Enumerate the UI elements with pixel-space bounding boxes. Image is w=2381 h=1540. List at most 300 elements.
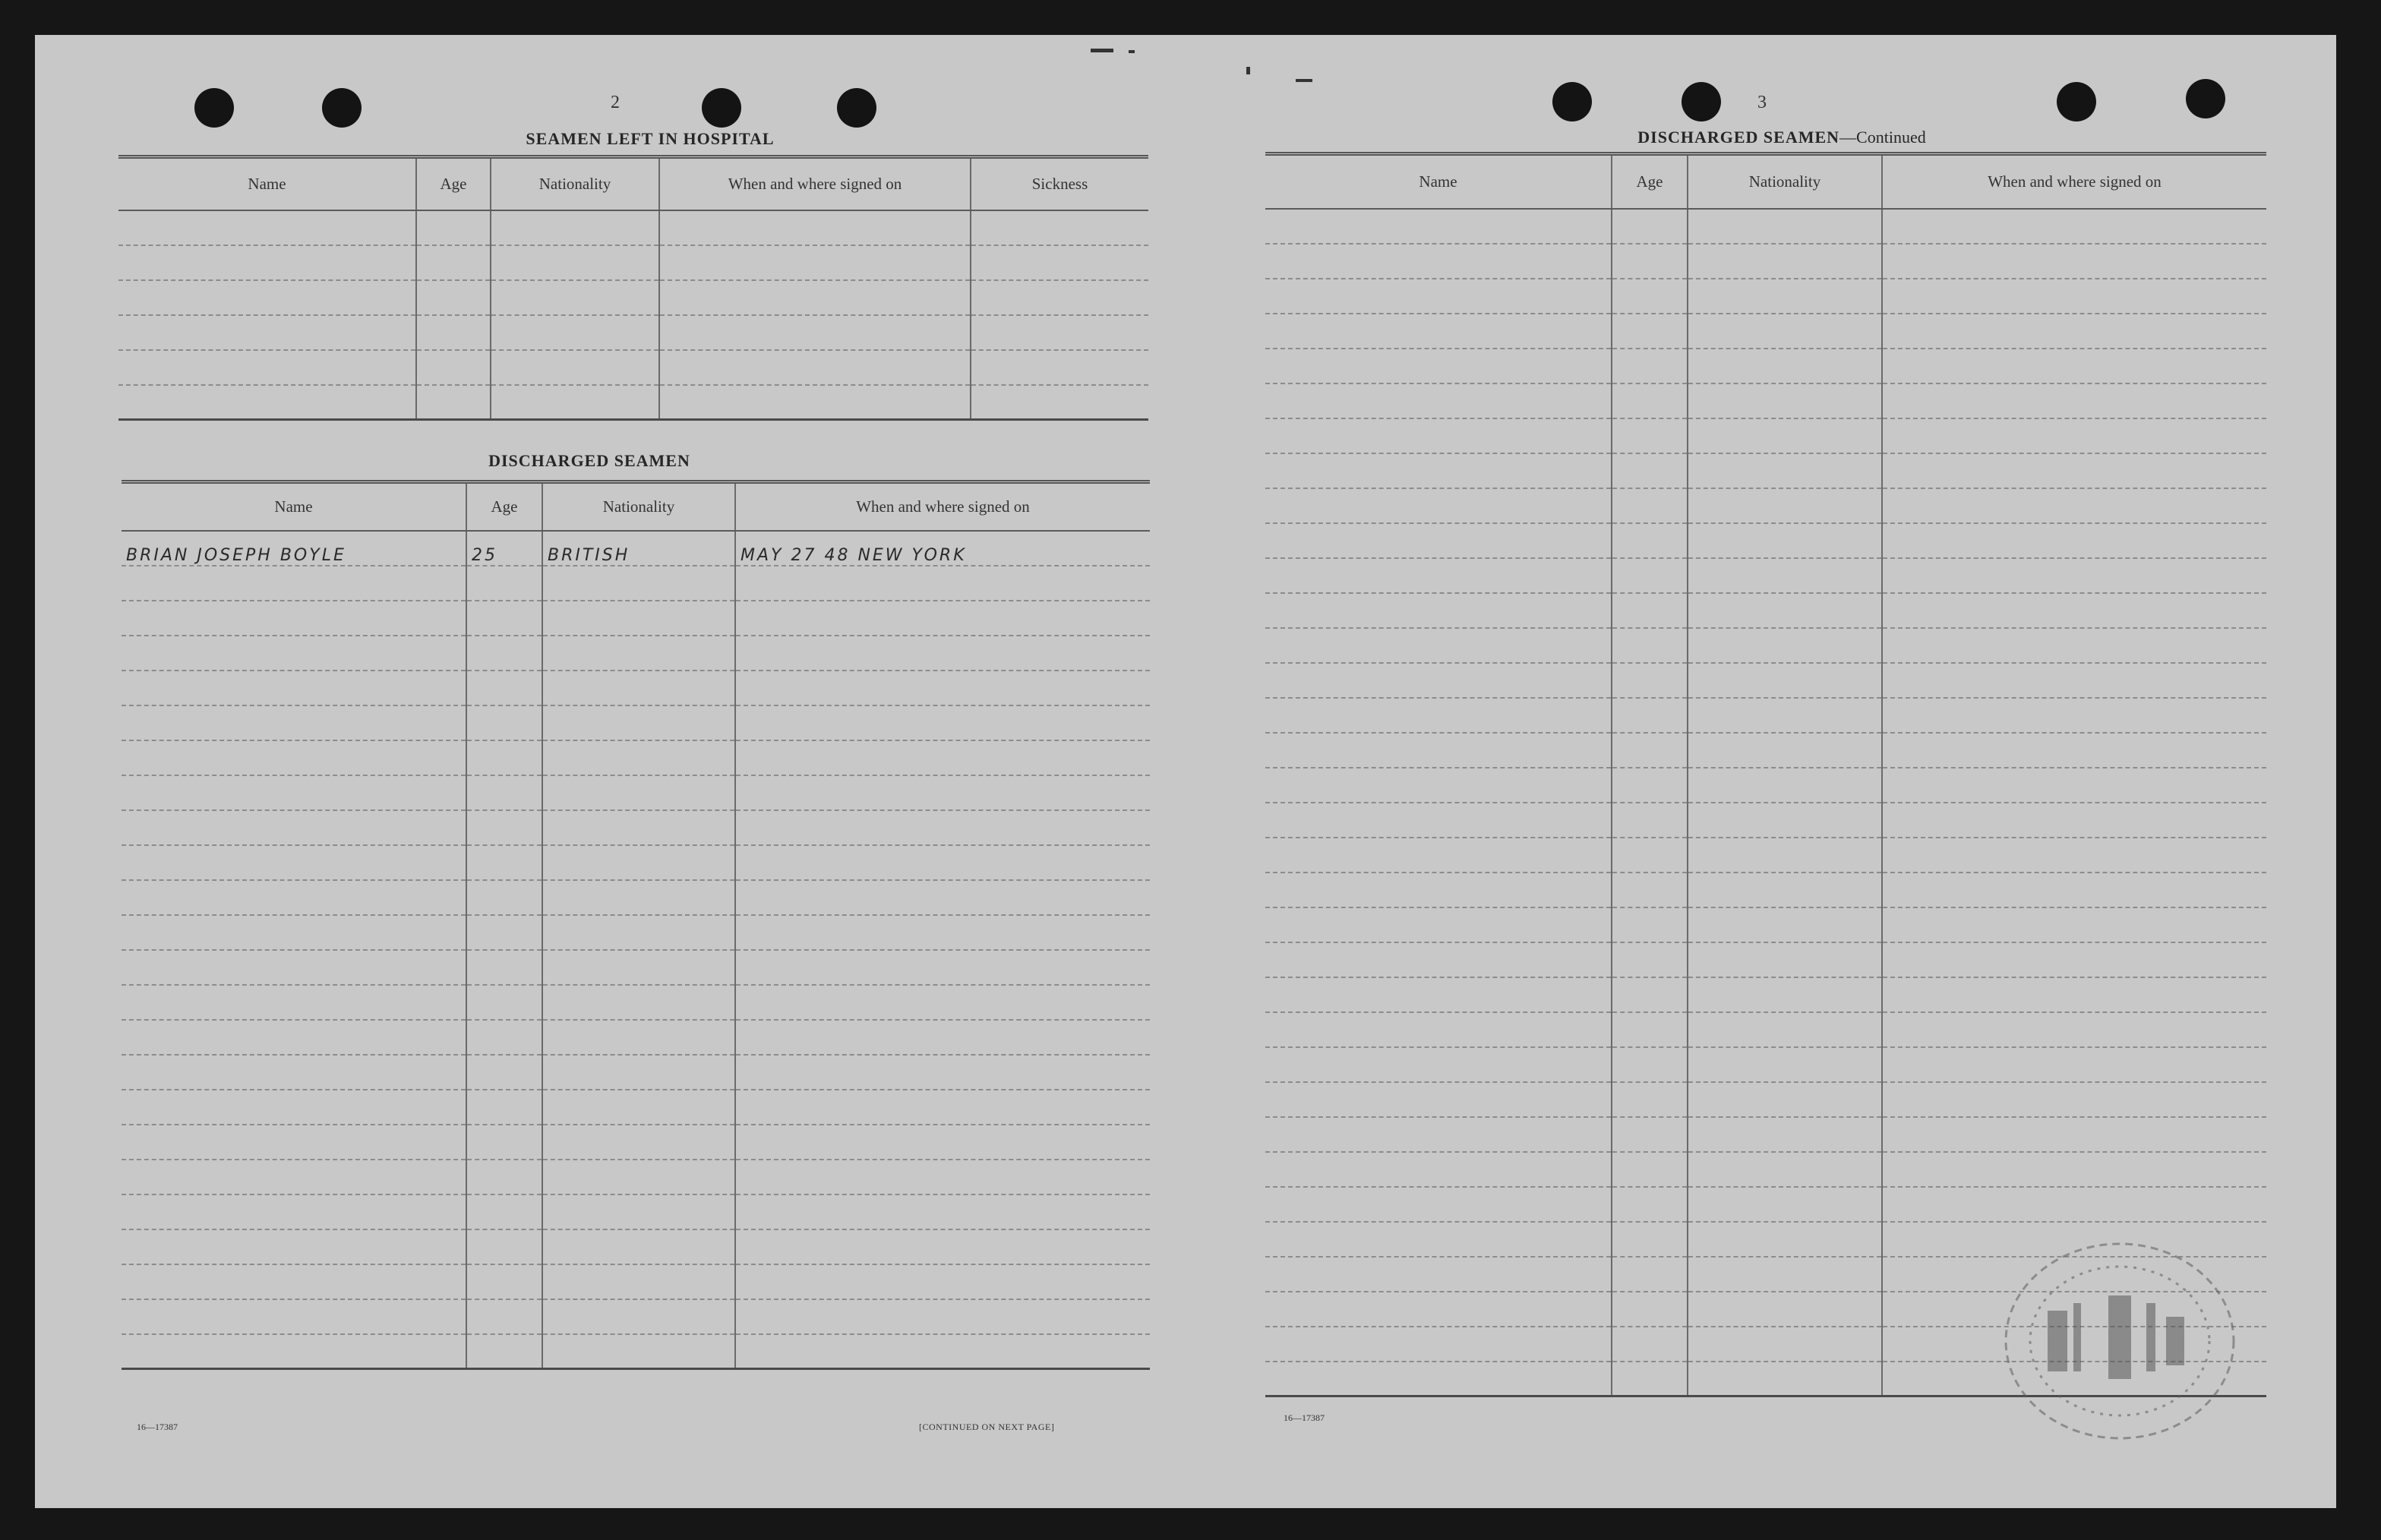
discharged-table <box>122 480 1150 1370</box>
table-cell <box>735 1090 1150 1125</box>
table-cell <box>1688 803 1882 838</box>
table-cell <box>1265 1292 1612 1327</box>
table-cell <box>1265 314 1612 349</box>
table-cell <box>466 601 542 636</box>
table-row <box>122 1334 1150 1369</box>
table-cell <box>118 280 416 315</box>
table-cell <box>1688 1327 1882 1362</box>
page-number-left: 2 <box>611 93 620 112</box>
table-row <box>1265 453 2266 488</box>
table-cell <box>542 1334 735 1369</box>
table-cell <box>542 1194 735 1229</box>
table-cell <box>1612 418 1688 453</box>
table-row <box>118 350 1148 385</box>
table-cell <box>466 1229 542 1264</box>
table-cell <box>1612 1222 1688 1257</box>
table-cell <box>466 1020 542 1055</box>
table-cell <box>735 880 1150 915</box>
table-row <box>122 1055 1150 1090</box>
table-cell <box>416 280 491 315</box>
form-number-left: 16—17387 <box>137 1422 178 1432</box>
table-row <box>122 1125 1150 1160</box>
table-cell <box>1265 1152 1612 1187</box>
table-cell <box>1688 873 1882 907</box>
table-cell <box>735 1160 1150 1194</box>
table-cell <box>466 810 542 845</box>
table-cell <box>1265 873 1612 907</box>
table-cell <box>1882 523 2266 558</box>
discharged-continued-title-suffix: —Continued <box>1839 128 1926 147</box>
table-row <box>1265 523 2266 558</box>
table-cell <box>542 1090 735 1125</box>
table-cell <box>1612 209 1688 244</box>
table-cell <box>659 350 971 385</box>
table-cell <box>122 1055 466 1090</box>
table-cell <box>1612 1257 1688 1292</box>
table-cell <box>1688 279 1882 314</box>
table-cell <box>1688 1187 1882 1222</box>
table-cell <box>1688 942 1882 977</box>
table-cell <box>735 1229 1150 1264</box>
table-cell <box>542 915 735 950</box>
table-row <box>118 385 1148 420</box>
discharged-column-header: When and where signed on <box>735 482 1150 531</box>
continued-column-header: Name <box>1265 154 1612 209</box>
table-cell <box>1688 453 1882 488</box>
table-cell <box>542 1020 735 1055</box>
table-cell: 25 <box>466 531 542 566</box>
document-sheet <box>35 35 2336 1508</box>
table-cell <box>1612 1117 1688 1152</box>
binder-hole <box>1682 82 1721 121</box>
discharged-column-header: Age <box>466 482 542 531</box>
discharged-continued-table <box>1265 152 2266 1397</box>
hospital-section-title: SEAMEN LEFT IN HOSPITAL <box>526 129 775 148</box>
table-cell <box>1688 349 1882 383</box>
table-cell <box>466 880 542 915</box>
table-cell <box>1882 1012 2266 1047</box>
table-row <box>1265 663 2266 698</box>
table-cell <box>971 315 1148 350</box>
table-cell <box>542 566 735 601</box>
table-row <box>1265 279 2266 314</box>
table-cell <box>542 1160 735 1194</box>
table-row <box>1265 628 2266 663</box>
table-row <box>122 1090 1150 1125</box>
table-row <box>1265 942 2266 977</box>
table-cell <box>1265 977 1612 1012</box>
table-cell <box>1612 768 1688 803</box>
table-cell <box>122 915 466 950</box>
table-row <box>1265 698 2266 733</box>
table-cell <box>1688 663 1882 698</box>
hospital-table <box>118 155 1148 421</box>
table-cell <box>466 671 542 705</box>
table-cell <box>1265 209 1612 244</box>
hospital-column-header: Name <box>118 157 416 210</box>
table-cell <box>542 1055 735 1090</box>
table-cell <box>491 315 659 350</box>
scan-speck <box>1129 50 1135 53</box>
table-cell <box>735 705 1150 740</box>
table-cell <box>1688 244 1882 279</box>
table-cell <box>971 350 1148 385</box>
table-cell <box>1612 1362 1688 1396</box>
table-cell <box>542 775 735 810</box>
table-cell <box>1612 349 1688 383</box>
table-cell <box>491 385 659 420</box>
table-row <box>1265 1012 2266 1047</box>
table-cell <box>1882 383 2266 418</box>
table-cell <box>1882 314 2266 349</box>
table-cell <box>1265 1362 1612 1396</box>
table-cell <box>118 315 416 350</box>
table-cell <box>1265 349 1612 383</box>
table-cell <box>1612 1292 1688 1327</box>
table-cell <box>1882 453 2266 488</box>
table-cell <box>122 671 466 705</box>
table-cell <box>491 280 659 315</box>
table-cell <box>735 740 1150 775</box>
table-row <box>122 985 1150 1020</box>
table-cell <box>122 636 466 671</box>
table-cell <box>1882 1082 2266 1117</box>
table-row <box>118 245 1148 280</box>
table-row <box>1265 314 2266 349</box>
table-cell <box>122 1125 466 1160</box>
table-cell <box>735 671 1150 705</box>
table-row <box>122 880 1150 915</box>
table-cell <box>1882 733 2266 768</box>
table-row <box>122 740 1150 775</box>
table-cell <box>1612 453 1688 488</box>
table-cell <box>542 950 735 985</box>
table-cell <box>659 245 971 280</box>
faded-stamp-seal <box>1994 1227 2245 1447</box>
table-cell <box>1882 349 2266 383</box>
table-cell <box>1688 488 1882 523</box>
table-cell <box>1688 558 1882 593</box>
table-row <box>122 531 1150 566</box>
table-cell <box>416 350 491 385</box>
hospital-header-row <box>118 157 1148 210</box>
table-cell <box>735 810 1150 845</box>
table-cell <box>1612 523 1688 558</box>
table-cell <box>1265 1012 1612 1047</box>
table-cell <box>122 1090 466 1125</box>
table-cell <box>122 880 466 915</box>
table-row <box>122 1194 1150 1229</box>
table-cell <box>118 350 416 385</box>
table-cell <box>1882 558 2266 593</box>
table-row <box>1265 383 2266 418</box>
table-cell <box>1882 942 2266 977</box>
table-row <box>122 1264 1150 1299</box>
table-cell <box>542 740 735 775</box>
table-cell <box>1612 1082 1688 1117</box>
table-cell <box>542 1264 735 1299</box>
table-cell <box>122 1194 466 1229</box>
table-cell <box>1882 488 2266 523</box>
table-cell <box>118 245 416 280</box>
table-cell <box>1265 1222 1612 1257</box>
table-row <box>122 810 1150 845</box>
table-cell <box>1612 1047 1688 1082</box>
table-cell <box>1688 628 1882 663</box>
table-cell <box>542 601 735 636</box>
table-row <box>1265 768 2266 803</box>
table-cell <box>1612 244 1688 279</box>
table-row <box>122 1299 1150 1334</box>
table-cell <box>1265 279 1612 314</box>
table-cell <box>659 280 971 315</box>
table-cell <box>1688 383 1882 418</box>
table-row <box>122 601 1150 636</box>
table-cell <box>1882 1117 2266 1152</box>
table-cell <box>1265 698 1612 733</box>
table-row <box>122 950 1150 985</box>
table-cell: MAY 27 48 NEW YORK <box>735 531 1150 566</box>
hospital-column-header: When and where signed on <box>659 157 971 210</box>
table-cell <box>416 210 491 245</box>
table-cell <box>1882 279 2266 314</box>
table-cell <box>1612 1152 1688 1187</box>
table-cell <box>1882 768 2266 803</box>
table-row <box>1265 418 2266 453</box>
table-cell <box>735 950 1150 985</box>
page-number-right: 3 <box>1757 93 1767 112</box>
table-cell <box>1265 628 1612 663</box>
table-row <box>1265 907 2266 942</box>
table-row <box>122 1229 1150 1264</box>
table-row <box>1265 558 2266 593</box>
table-row <box>1265 803 2266 838</box>
table-cell <box>1265 1082 1612 1117</box>
table-row <box>122 671 1150 705</box>
table-cell <box>1688 1047 1882 1082</box>
table-cell <box>122 1264 466 1299</box>
table-cell <box>122 601 466 636</box>
table-cell <box>122 845 466 880</box>
table-cell <box>735 601 1150 636</box>
table-cell <box>735 1334 1150 1369</box>
table-cell <box>1612 977 1688 1012</box>
hospital-column-header: Sickness <box>971 157 1148 210</box>
table-cell <box>735 1020 1150 1055</box>
table-cell <box>1265 558 1612 593</box>
table-cell <box>122 1020 466 1055</box>
table-cell <box>1265 663 1612 698</box>
scan-speck <box>1246 67 1250 74</box>
table-row <box>122 1020 1150 1055</box>
table-cell <box>491 210 659 245</box>
table-cell <box>1688 698 1882 733</box>
table-cell <box>735 1299 1150 1334</box>
binder-hole <box>702 88 741 128</box>
table-cell <box>1688 1362 1882 1396</box>
table-cell: BRIAN JOSEPH BOYLE <box>122 531 466 566</box>
table-cell <box>1688 1222 1882 1257</box>
table-cell <box>466 1264 542 1299</box>
table-cell <box>1688 1257 1882 1292</box>
discharged-column-header: Name <box>122 482 466 531</box>
table-cell <box>122 740 466 775</box>
table-cell <box>1612 838 1688 873</box>
table-row <box>1265 488 2266 523</box>
table-cell <box>1882 593 2266 628</box>
table-cell <box>1612 314 1688 349</box>
table-cell <box>1688 209 1882 244</box>
table-cell <box>466 1194 542 1229</box>
table-cell <box>122 950 466 985</box>
table-cell <box>466 985 542 1020</box>
table-cell <box>1265 803 1612 838</box>
table-cell <box>1265 453 1612 488</box>
continued-column-header: When and where signed on <box>1882 154 2266 209</box>
table-cell <box>1612 1187 1688 1222</box>
table-cell <box>1265 838 1612 873</box>
table-cell <box>1882 1187 2266 1222</box>
table-cell <box>659 315 971 350</box>
table-cell <box>466 1299 542 1334</box>
table-cell <box>659 385 971 420</box>
table-row <box>1265 244 2266 279</box>
table-cell <box>122 1299 466 1334</box>
table-cell <box>122 705 466 740</box>
table-cell <box>1688 314 1882 349</box>
table-row <box>1265 1047 2266 1082</box>
table-cell <box>466 1334 542 1369</box>
discharged-header-row <box>122 482 1150 531</box>
table-cell <box>1612 279 1688 314</box>
table-cell <box>1688 1012 1882 1047</box>
table-cell <box>1612 628 1688 663</box>
scan-speck <box>1091 49 1113 52</box>
table-cell <box>735 845 1150 880</box>
table-cell <box>466 950 542 985</box>
table-cell <box>118 385 416 420</box>
table-cell <box>1882 977 2266 1012</box>
table-cell <box>122 1334 466 1369</box>
table-cell <box>122 775 466 810</box>
table-cell <box>971 385 1148 420</box>
table-cell <box>1265 907 1612 942</box>
table-row <box>122 705 1150 740</box>
hospital-column-header: Nationality <box>491 157 659 210</box>
table-row <box>122 566 1150 601</box>
table-cell <box>735 915 1150 950</box>
table-cell <box>1688 1292 1882 1327</box>
table-cell <box>1882 628 2266 663</box>
table-row <box>1265 838 2266 873</box>
table-row <box>1265 1187 2266 1222</box>
table-cell <box>542 985 735 1020</box>
table-cell <box>466 915 542 950</box>
table-cell <box>1882 698 2266 733</box>
table-cell <box>1882 1047 2266 1082</box>
table-cell <box>1612 733 1688 768</box>
table-cell <box>1265 1047 1612 1082</box>
table-row <box>118 210 1148 245</box>
table-cell <box>1265 1117 1612 1152</box>
table-cell <box>1612 1327 1688 1362</box>
table-cell <box>1265 733 1612 768</box>
table-cell <box>1612 907 1688 942</box>
table-cell <box>1612 488 1688 523</box>
table-cell <box>1612 383 1688 418</box>
table-cell <box>466 740 542 775</box>
table-cell <box>735 1125 1150 1160</box>
table-cell <box>466 1125 542 1160</box>
table-cell <box>1612 663 1688 698</box>
table-cell <box>1612 803 1688 838</box>
table-cell <box>122 810 466 845</box>
table-cell <box>1265 942 1612 977</box>
table-cell <box>1265 488 1612 523</box>
table-cell <box>1612 942 1688 977</box>
binder-hole <box>322 88 362 128</box>
table-cell: BRITISH <box>542 531 735 566</box>
table-cell <box>1612 873 1688 907</box>
table-row <box>1265 873 2266 907</box>
form-number-right: 16—17387 <box>1284 1412 1325 1423</box>
table-cell <box>735 566 1150 601</box>
table-cell <box>1882 209 2266 244</box>
scan-speck <box>1296 79 1312 82</box>
table-cell <box>491 350 659 385</box>
table-cell <box>1265 418 1612 453</box>
table-cell <box>1688 1117 1882 1152</box>
table-cell <box>735 775 1150 810</box>
table-cell <box>542 1229 735 1264</box>
table-cell <box>1265 383 1612 418</box>
table-cell <box>735 985 1150 1020</box>
continued-column-header: Nationality <box>1688 154 1882 209</box>
discharged-continued-title <box>1516 128 2048 147</box>
discharged-column-header: Nationality <box>542 482 735 531</box>
table-row <box>1265 209 2266 244</box>
table-cell <box>466 1055 542 1090</box>
table-cell <box>1265 593 1612 628</box>
table-cell <box>735 1055 1150 1090</box>
table-cell <box>1688 523 1882 558</box>
table-cell <box>542 810 735 845</box>
table-row <box>1265 733 2266 768</box>
discharged-section-title: DISCHARGED SEAMEN <box>488 451 690 470</box>
table-cell <box>122 985 466 1020</box>
table-row <box>122 775 1150 810</box>
discharged-continued-title-main: DISCHARGED SEAMEN <box>1637 128 1840 147</box>
table-cell <box>466 636 542 671</box>
table-cell <box>1882 838 2266 873</box>
table-cell <box>1688 1152 1882 1187</box>
table-cell <box>1688 768 1882 803</box>
table-cell <box>1265 1327 1612 1362</box>
table-cell <box>1688 593 1882 628</box>
table-cell <box>1265 244 1612 279</box>
table-cell <box>735 636 1150 671</box>
table-cell <box>1688 907 1882 942</box>
table-cell <box>1882 873 2266 907</box>
table-row <box>122 845 1150 880</box>
table-cell <box>1688 838 1882 873</box>
table-cell <box>542 636 735 671</box>
table-row <box>122 915 1150 950</box>
continued-header-row <box>1265 154 2266 209</box>
table-cell <box>1688 733 1882 768</box>
table-cell <box>1882 418 2266 453</box>
table-cell <box>735 1194 1150 1229</box>
